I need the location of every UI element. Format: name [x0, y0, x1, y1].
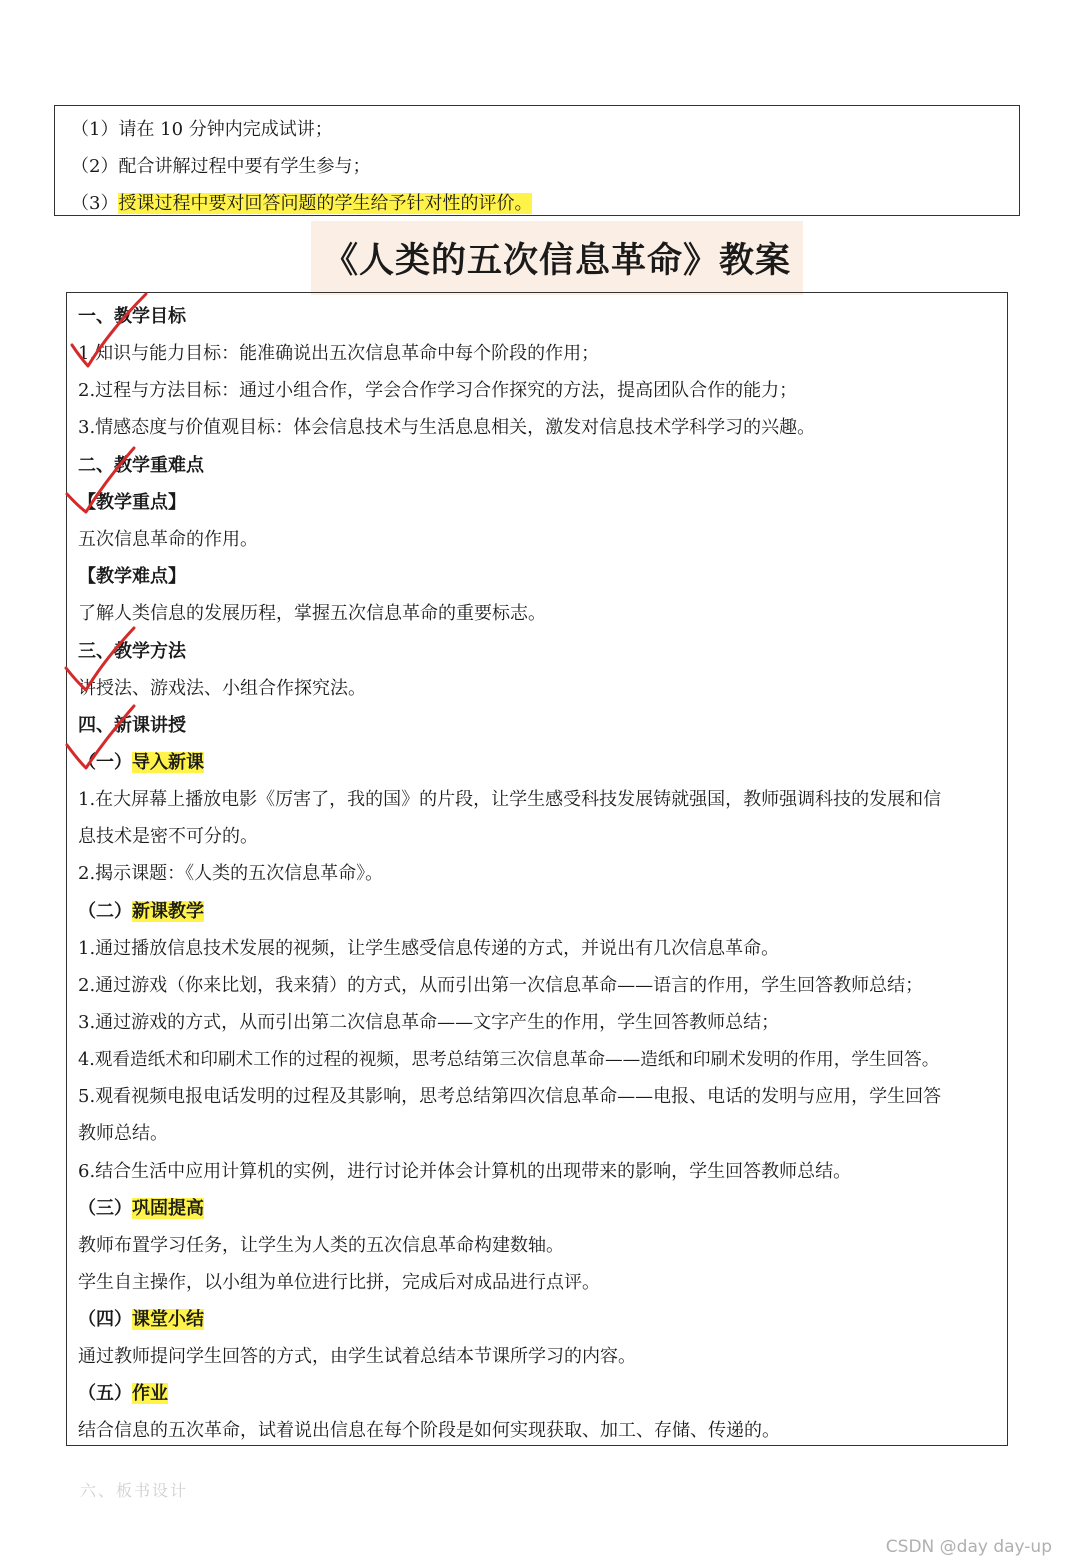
- lesson-plan-box: [66, 292, 1008, 1446]
- page-title: 《人类的五次信息革命》教案: [322, 241, 791, 281]
- watermark: CSDN @day day-up: [885, 1537, 1052, 1557]
- requirement-item: （2）配合讲解过程中要有学生参与；: [71, 156, 371, 177]
- plan-line: 6.结合生活中应用计算机的实例，进行讨论并体会计算机的出现带来的影响，学生回答教师总结。: [78, 1161, 852, 1182]
- part-heading: （五）作业: [78, 1383, 168, 1404]
- plan-line: 五次信息革命的作用。: [78, 529, 258, 550]
- plan-line: 学生自主操作，以小组为单位进行比拼，完成后对成品进行点评。: [78, 1272, 600, 1293]
- requirement-item: （1）请在 10 分钟内完成试讲；: [71, 119, 333, 140]
- part-heading: （二）新课教学: [78, 901, 204, 922]
- requirement-item: （3）授课过程中要对回答问题的学生给予针对性的评价。: [71, 193, 533, 214]
- highlighted-text: 新课教学: [132, 901, 204, 922]
- plan-line: 5.观看视频电报电话发明的过程及其影响，思考总结第四次信息革命——电报、电话的发明与应用，学生回答: [78, 1086, 942, 1107]
- part-heading: （一）导入新课: [78, 752, 204, 773]
- plan-line: 1.在大屏幕上播放电影《厉害了，我的国》的片段，让学生感受科技发展铸就强国，教师强调科技的发展和信: [78, 789, 942, 810]
- title-banner: [311, 221, 803, 295]
- plan-line: 1.知识与能力目标：能准确说出五次信息革命中每个阶段的作用；: [78, 343, 600, 364]
- plan-line: 通过教师提问学生回答的方式，由学生试着总结本节课所学习的内容。: [78, 1346, 636, 1367]
- plan-line: 3.通过游戏的方式，从而引出第二次信息革命——文字产生的作用，学生回答教师总结；: [78, 1012, 780, 1033]
- section-heading: 三、教学方法: [78, 641, 186, 662]
- highlighted-text: 导入新课: [132, 752, 204, 773]
- part-heading: （三）巩固提高: [78, 1198, 204, 1219]
- plan-line: 教师布置学习任务，让学生为人类的五次信息革命构建数轴。: [78, 1235, 564, 1256]
- plan-line: 4.观看造纸术和印刷术工作的过程的视频，思考总结第三次信息革命——造纸和印刷术发明的作用，学生回答。: [78, 1050, 940, 1070]
- plan-line: 讲授法、游戏法、小组合作探究法。: [78, 678, 366, 699]
- plan-line: 结合信息的五次革命，试着说出信息在每个阶段是如何实现获取、加工、存储、传递的。: [78, 1420, 780, 1441]
- plan-line: 2.揭示课题：《人类的五次信息革命》。: [78, 863, 384, 884]
- section-heading: 一、教学目标: [78, 306, 186, 327]
- section-heading: 四、新课讲授: [78, 715, 186, 736]
- plan-line: 2.通过游戏（你来比划，我来猜）的方式，从而引出第一次信息革命——语言的作用，学生回答教师总结；: [78, 975, 924, 996]
- faded-next-section: 六、板书设计: [80, 1481, 189, 1500]
- plan-line: 1.通过播放信息技术发展的视频，让学生感受信息传递的方式，并说出有几次信息革命。: [78, 938, 780, 959]
- sub-label: 【教学重点】: [78, 492, 186, 513]
- highlighted-text: 课堂小结: [132, 1309, 204, 1330]
- plan-line: 教师总结。: [78, 1123, 168, 1144]
- highlighted-text: 授课过程中要对回答问题的学生给予针对性的评价。: [118, 193, 533, 214]
- section-heading: 二、教学重难点: [78, 455, 204, 476]
- sub-label: 【教学难点】: [78, 566, 186, 587]
- plan-line: 息技术是密不可分的。: [78, 826, 258, 847]
- part-heading: （四）课堂小结: [78, 1309, 204, 1330]
- plan-line: 了解人类信息的发展历程，掌握五次信息革命的重要标志。: [78, 603, 546, 624]
- plan-line: 2.过程与方法目标：通过小组合作，学会合作学习合作探究的方法，提高团队合作的能力；: [78, 380, 798, 401]
- highlighted-text: 作业: [132, 1383, 168, 1404]
- highlighted-text: 巩固提高: [132, 1198, 204, 1219]
- plan-line: 3.情感态度与价值观目标：体会信息技术与生活息息相关，激发对信息技术学科学习的兴趣。: [78, 417, 816, 438]
- requirements-box: [54, 105, 1020, 216]
